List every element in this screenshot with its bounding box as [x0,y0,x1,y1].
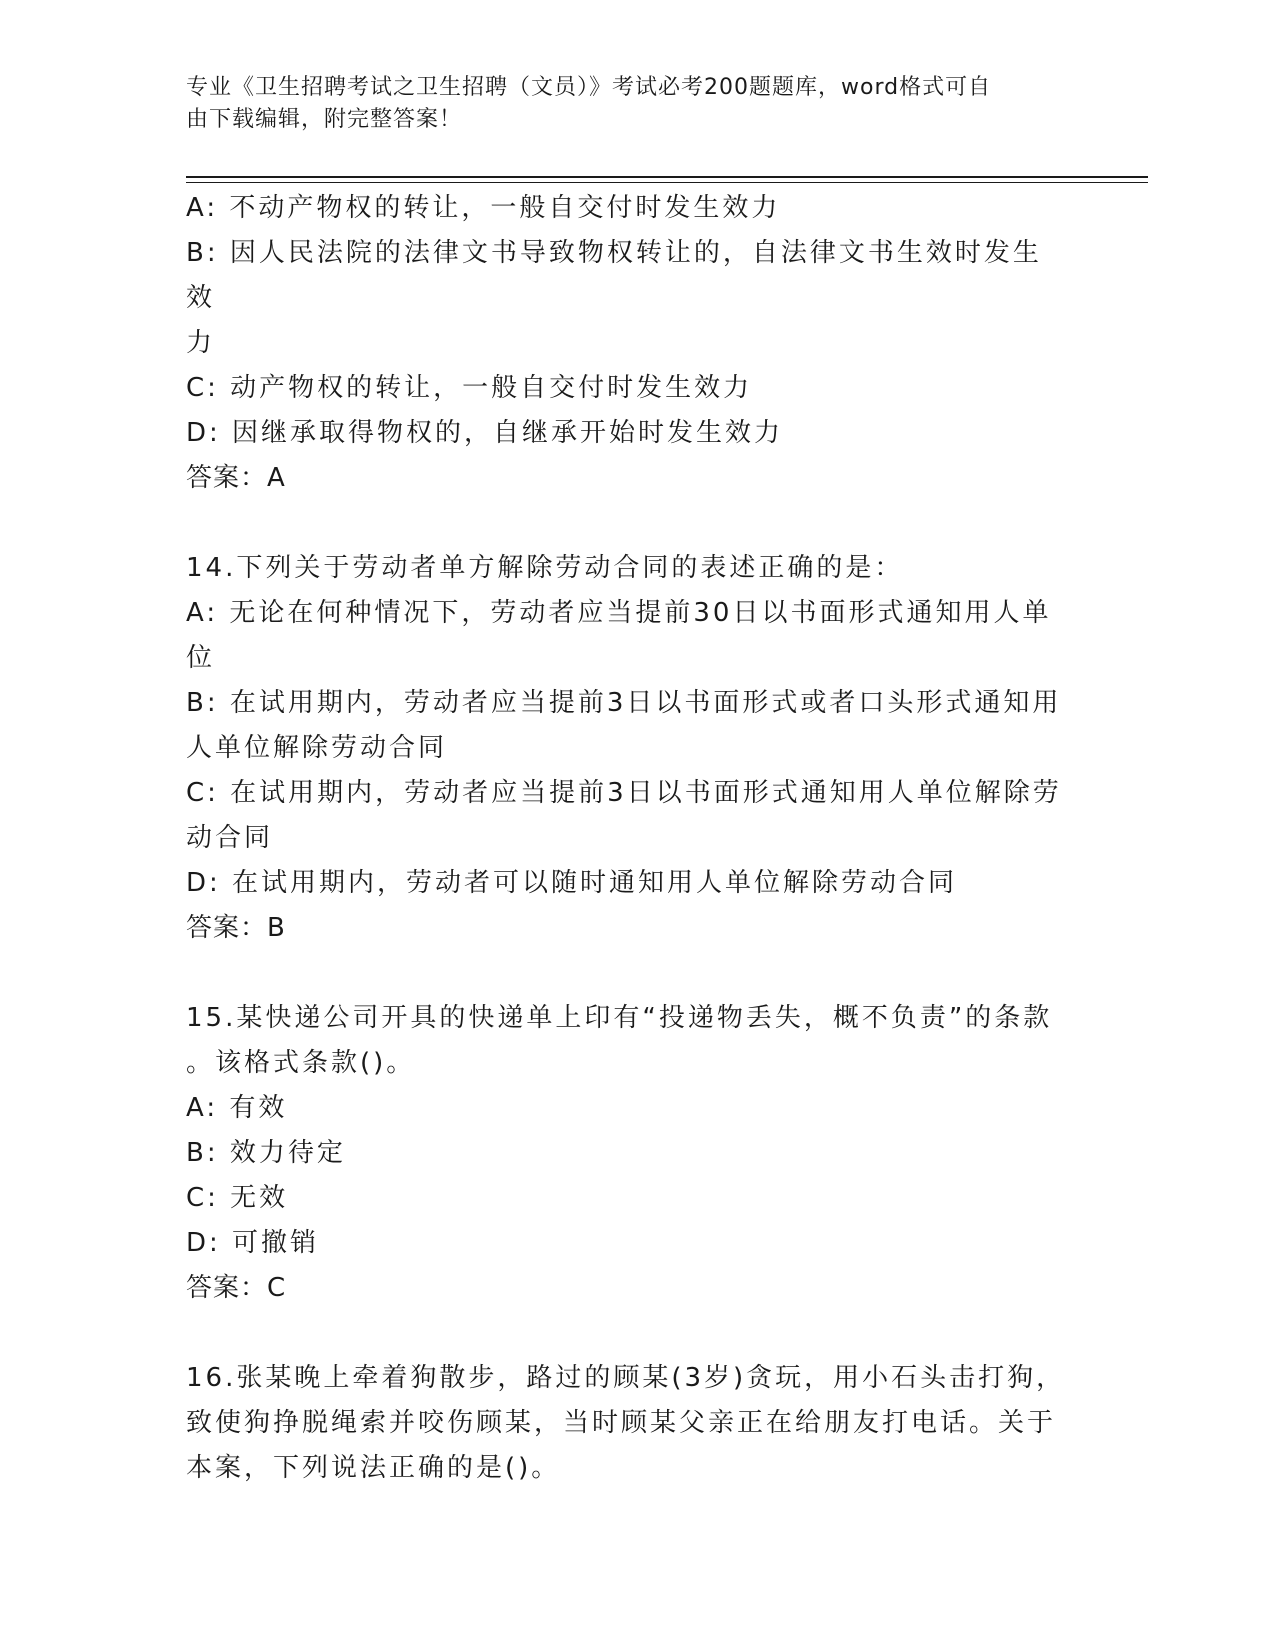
q15-stem-line-1: 15.某快递公司开具的快递单上印有“投递物丢失，概不负责”的条款 [186,1003,1053,1033]
q13-option-b-line-1: B: 因人民法院的法律文书导致物权转让的，自法律文书生效时发生效 [186,238,1042,313]
q15-answer: 答案：C [186,1273,287,1303]
header-line-1: 专业《卫生招聘考试之卫生招聘（文员）》考试必考200题题库，word格式可自 [186,75,992,100]
q13-option-c: C: 动产物权的转让，一般自交付时发生效力 [186,373,753,403]
q16-stem-line-1: 16.张某晚上牵着狗散步，路过的顾某(3岁)贪玩，用小石头击打狗， [186,1363,1066,1393]
q13-option-a: A: 不动产物权的转让，一般自交付时发生效力 [186,193,781,223]
spacer [186,501,1066,546]
q13-option-b-line-2: 力 [186,328,216,358]
q13-option-d: D: 因继承取得物权的，自继承开始时发生效力 [186,418,784,448]
document-header [186,72,1066,136]
q15-option-a: A: 有效 [186,1093,288,1123]
q15-option-c: C: 无效 [186,1183,289,1213]
question-15-block [186,996,1066,1311]
q14-stem: 14.下列关于劳动者单方解除劳动合同的表述正确的是： [186,553,904,583]
q16-stem-line-3: 本案，下列说法正确的是()。 [186,1453,561,1483]
spacer [186,1311,1066,1356]
header-rule-thin [186,182,1148,183]
q13-answer: 答案：A [186,463,286,493]
q15-option-d: D: 可撤销 [186,1228,320,1258]
q14-option-d: D: 在试用期内，劳动者可以随时通知用人单位解除劳动合同 [186,868,958,898]
q14-option-a-line-2: 位 [186,643,216,673]
q14-option-c-line-2: 动合同 [186,823,274,853]
q15-option-b: B: 效力待定 [186,1138,346,1168]
spacer [186,951,1066,996]
q14-answer: 答案：B [186,913,286,943]
q14-option-c-line-1: C: 在试用期内，劳动者应当提前3日以书面形式通知用人单位解除劳 [186,778,1062,808]
question-16-block [186,1356,1066,1491]
q14-option-b-line-2: 人单位解除劳动合同 [186,733,448,763]
header-rule-thick [186,176,1148,178]
question-14-block [186,546,1066,951]
question-13-block [186,186,1066,501]
q16-stem-line-2: 致使狗挣脱绳索并咬伤顾某，当时顾某父亲正在给朋友打电话。关于 [186,1408,1057,1438]
q14-option-b-line-1: B: 在试用期内，劳动者应当提前3日以书面形式或者口头形式通知用 [186,688,1062,718]
question-content [186,186,1066,1491]
q14-option-a-line-1: A: 无论在何种情况下，劳动者应当提前30日以书面形式通知用人单 [186,598,1052,628]
header-line-2: 由下载编辑，附完整答案！ [186,107,463,132]
q15-stem-line-2: 。该格式条款()。 [186,1048,416,1078]
